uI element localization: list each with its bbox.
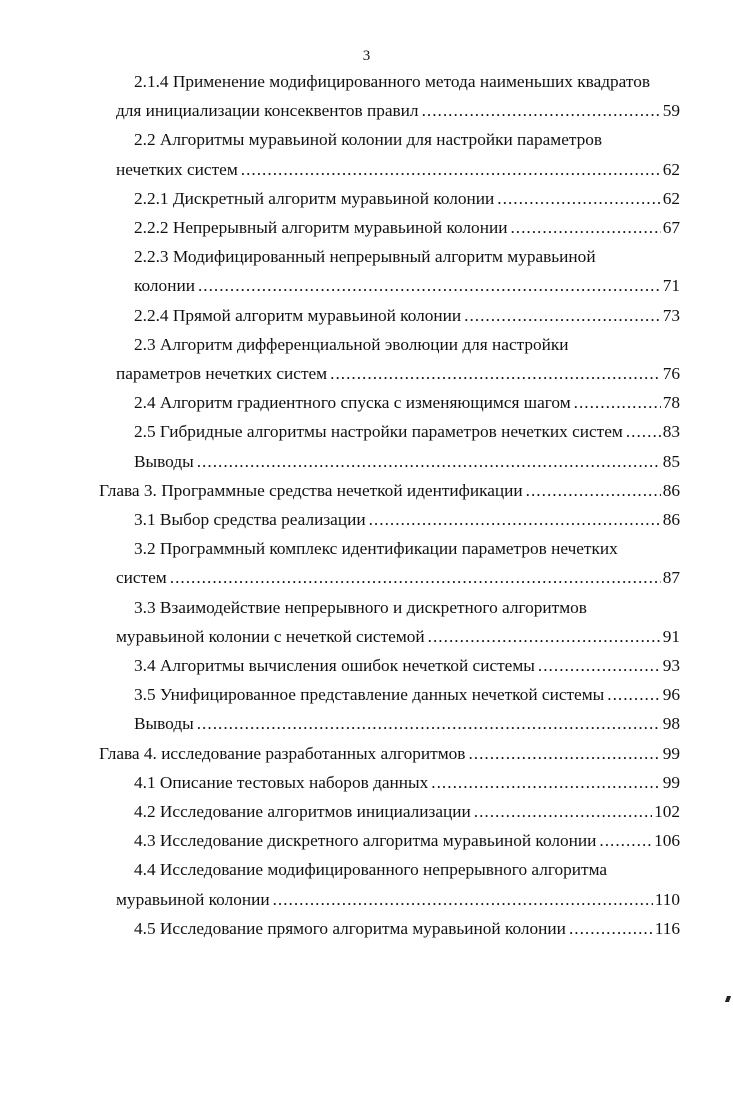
toc-entry-title: 2.5 Гибридные алгоритмы настройки параметров нечетких систем (134, 422, 623, 442)
toc-entry[interactable] (134, 333, 680, 357)
dot-leader (569, 917, 653, 941)
toc-entry[interactable] (134, 800, 680, 824)
toc-entry[interactable] (134, 70, 680, 94)
dot-leader (526, 479, 661, 503)
dot-leader (574, 391, 661, 415)
toc-entry-title: 2.2 Алгоритмы муравьиной колонии для настройки параметров (134, 130, 603, 150)
toc-page-number: 102 (654, 802, 680, 821)
toc-entry[interactable] (116, 566, 680, 590)
toc-page-number: 86 (662, 480, 680, 500)
toc-page-number: 59 (662, 101, 680, 121)
toc-entry[interactable] (134, 683, 680, 707)
toc-page-number: 76 (662, 364, 680, 383)
toc-entry-title: Выводы (134, 451, 194, 471)
toc-entry[interactable] (134, 391, 680, 415)
dot-leader (626, 420, 661, 444)
dot-leader (330, 362, 661, 386)
toc-entry-title: 2.2.3 Модифицированный непрерывный алгоритм муравьиной (134, 247, 596, 267)
toc-entry[interactable] (116, 99, 680, 123)
toc-entry[interactable] (134, 771, 680, 795)
dot-leader (607, 683, 660, 707)
toc-entry[interactable] (134, 274, 680, 298)
toc-entry[interactable] (134, 858, 680, 882)
toc-entry-title: параметров нечетких систем (116, 364, 328, 383)
dot-leader (273, 888, 653, 912)
dot-leader (599, 829, 652, 853)
toc-entry-title: муравьиной колонии (116, 889, 270, 909)
toc-entry-title: 2.2.1 Дискретный алгоритм муравьиной колонии (134, 188, 495, 208)
toc-entry-title: 4.5 Исследование прямого алгоритма муравьиной колонии (134, 918, 566, 938)
toc-entry-title: 3.2 Программный комплекс идентификации параметров нечетких (134, 539, 618, 559)
toc-page-number: 106 (654, 831, 680, 851)
toc-entry-title: 4.1 Описание тестовых наборов данных (134, 772, 429, 792)
toc-page-number: 98 (662, 714, 680, 734)
toc-entry[interactable] (99, 742, 680, 766)
toc-entry[interactable] (99, 479, 680, 503)
dot-leader (197, 450, 661, 474)
toc-page-number: 93 (662, 656, 680, 675)
toc-entry-title: 4.3 Исследование дискретного алгоритма муравьиной колонии (134, 831, 597, 851)
toc-entry-title: 2.1.4 Применение модифицированного метода наименьших квадратов (134, 72, 651, 91)
dot-leader (538, 654, 661, 678)
toc-entry-title: для инициализации консеквентов правил (116, 101, 419, 121)
toc-entry[interactable] (134, 450, 680, 474)
toc-entry[interactable] (134, 712, 680, 736)
dot-leader (428, 625, 661, 649)
toc-entry-title: Глава 3. Программные средства нечеткой идентификации (99, 480, 523, 500)
dot-leader (369, 508, 661, 532)
toc-entry[interactable] (116, 158, 680, 182)
toc-entry-title: систем (116, 568, 167, 588)
toc-entry-title: муравьиной колонии с нечеткой системой (116, 626, 425, 646)
toc-entry-title: 2.3 Алгоритм дифференциальной эволюции для настройки (134, 334, 569, 354)
toc-entry[interactable] (134, 917, 680, 941)
toc-page-number: 83 (662, 422, 680, 442)
dot-leader (468, 742, 660, 766)
dot-leader (431, 771, 660, 795)
toc-page-number: 86 (662, 510, 680, 529)
toc-entry-title: 2.2.2 Непрерывный алгоритм муравьиной колонии (134, 218, 508, 237)
toc-entry-title: 3.3 Взаимодействие непрерывного и дискретного алгоритмов (134, 597, 587, 617)
toc-entry[interactable] (134, 187, 680, 211)
dot-leader (197, 712, 661, 736)
toc-entry-title: колонии (134, 276, 195, 296)
dot-leader (422, 99, 661, 123)
page-number: 3 (362, 48, 371, 64)
toc-page-number: 73 (662, 305, 680, 325)
toc-page-number: 99 (662, 743, 680, 763)
toc-page-number: 62 (662, 159, 680, 179)
toc-entry[interactable] (116, 362, 680, 386)
toc-entry[interactable] (134, 508, 680, 532)
toc-entry-title: 3.5 Унифицированное представление данных нечеткой системы (134, 685, 605, 705)
toc-page-number: 110 (654, 889, 680, 909)
toc-entry[interactable] (134, 654, 680, 678)
dot-leader (241, 158, 661, 182)
toc-entry[interactable] (134, 829, 680, 853)
dot-leader (510, 216, 660, 240)
toc-page-number: 85 (662, 451, 680, 471)
dot-leader (497, 187, 660, 211)
toc-page-number: 71 (662, 276, 680, 296)
toc-entry-title: 2.2.4 Прямой алгоритм муравьиной колонии (134, 305, 462, 325)
toc-entry[interactable] (116, 625, 680, 649)
dot-leader (474, 800, 652, 824)
toc-entry-title: 3.1 Выбор средства реализации (134, 510, 366, 529)
toc-page-number: 87 (662, 568, 680, 588)
dot-leader (198, 274, 661, 298)
toc-page-number: 96 (662, 685, 680, 705)
toc-entry-title: 2.4 Алгоритм градиентного спуска с изменяющимся шагом (134, 393, 571, 413)
scan-mark (725, 996, 731, 1002)
toc-entry[interactable] (134, 420, 680, 444)
dot-leader (464, 304, 661, 328)
toc-entry-title: 4.2 Исследование алгоритмов инициализации (134, 802, 471, 821)
toc-entry[interactable] (116, 888, 680, 912)
toc-entry[interactable] (134, 537, 680, 561)
toc-entry-title: 4.4 Исследование модифицированного непрерывного алгоритма (134, 860, 608, 880)
toc-page-number: 91 (662, 626, 680, 646)
toc-entry[interactable] (134, 245, 680, 269)
toc-entry[interactable] (134, 304, 680, 328)
toc-page-number: 62 (662, 188, 680, 208)
toc-page-number: 67 (662, 218, 680, 237)
toc-entry-title: Выводы (134, 714, 194, 734)
toc-page-number: 116 (654, 918, 680, 938)
toc-entry[interactable] (134, 216, 680, 240)
dot-leader (170, 566, 661, 590)
toc-page-number: 78 (662, 393, 680, 413)
toc-page-number: 99 (662, 772, 680, 792)
toc-entry-title: 3.4 Алгоритмы вычисления ошибок нечеткой системы (134, 656, 535, 675)
toc-entry-title: нечетких систем (116, 159, 238, 179)
toc-entry-title: Глава 4. исследование разработанных алгоритмов (99, 743, 466, 763)
toc-entry[interactable] (134, 596, 680, 620)
toc-entry[interactable] (134, 128, 680, 152)
